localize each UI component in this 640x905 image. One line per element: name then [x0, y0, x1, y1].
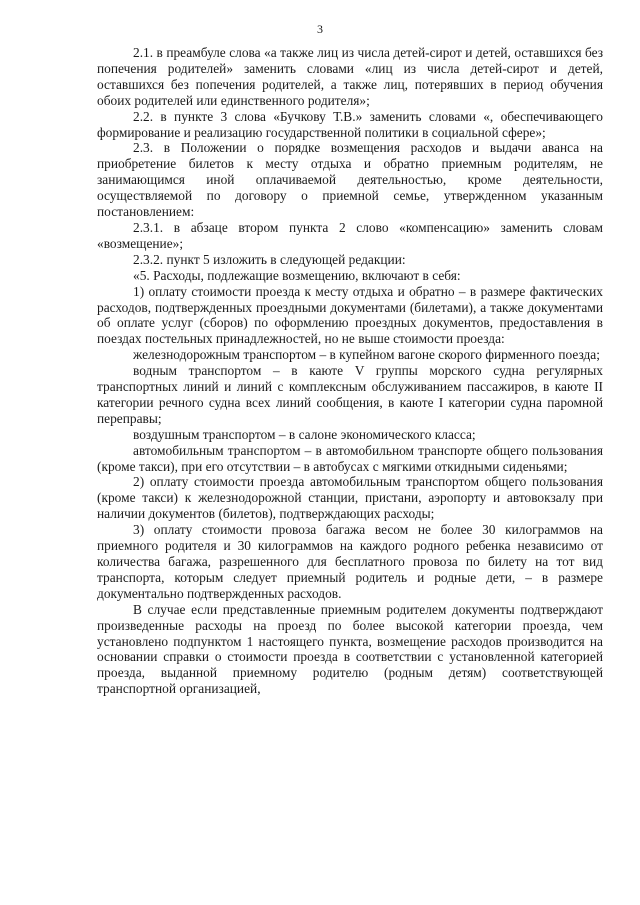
- paragraph-2-3: 2.3. в Положении о порядке возмещения расходов и выдачи аванса на приобретение билетов к месту отдыха и обратно приемным родителям, не занимающимся иной оплачиваемой деятельностью, кроме деятельности, осуществляемой по договору о приемной семье, утвержденном указанным постановлением:: [97, 140, 603, 220]
- paragraph-air: воздушным транспортом – в салоне экономического класса;: [133, 426, 476, 442]
- paragraph-2-3-2: 2.3.2. пункт 5 изложить в следующей редакции:: [133, 251, 406, 267]
- paragraph-subitem-1: 1) оплату стоимости проезда к месту отдыха и обратно – в размере фактических расходов, подтвержденных проездными документами (билетами), а также документами об оплате услуг (сборов) по оформлению проездных документов, предоставления в поездах постельных принадлежностей, но не выше стоимости проезда:: [97, 283, 603, 347]
- paragraph-higher-category: В случае если представленные приемным родителем документы подтверждают произведенные расходы на проезд по более высокой категории проезда, чем установлено подпунктом 1 настоящего пункта, возмещение расходов производится на основании справки о стоимости проезда в соответствии с установленной категорией проезда, выданной приемному родителю (родным детям) соответствующей транспортной организацией,: [97, 601, 603, 697]
- paragraph-item-5-heading: «5. Расходы, подлежащие возмещению, включают в себя:: [133, 267, 461, 283]
- paragraph-2-1: 2.1. в преамбуле слова «а также лиц из числа детей-сирот и детей, оставшихся без попечения родителей» заменить словами «лиц из числа детей-сирот и детей, оставшихся без попечения родителей, а также лиц, потерявших в период обучения обоих родителей или единственного родителя»;: [97, 45, 603, 108]
- paragraph-railway: железнодорожным транспортом – в купейном вагоне скорого фирменного поезда;: [133, 347, 600, 363]
- document-body: [97, 45, 603, 697]
- paragraph-road: автомобильным транспортом – в автомобильном транспорте общего пользования (кроме такси), при его отсутствии – в автобусах с мягкими откидными сиденьями;: [97, 442, 603, 474]
- page-number: 3: [317, 22, 323, 36]
- paragraph-water: водным транспортом – в каюте V группы морского судна регулярных транспортных линий и линий с комплексным обслуживанием пассажиров, в каюте II категории речного судна всех линий сообщения, в каюте I категории судна паромной переправы;: [97, 363, 603, 426]
- paragraph-2-3-1: 2.3.1. в абзаце втором пункта 2 слово «компенсацию» заменить словам «возмещение»;: [97, 219, 603, 251]
- paragraph-subitem-2: 2) оплату стоимости проезда автомобильным транспортом общего пользования (кроме такси) к железнодорожной станции, пристани, аэропорту и автовокзалу при наличии документов (билетов), подтверждающих расходы;: [97, 474, 603, 522]
- paragraph-2-2: 2.2. в пункте 3 слова «Бучкову Т.В.» заменить словами «, обеспечивающего формирование и реализацию государственной политики в социальной сфере»;: [97, 108, 603, 140]
- paragraph-subitem-3: 3) оплату стоимости провоза багажа весом не более 30 килограммов на приемного родителя и 30 килограммов на каждого родного ребенка независимо от количества багажа, разрешенного для бесплатного провоза по билету на тот вид транспорта, которым следует приемный родитель и родные дети, – в размере документально подтвержденных расходов.: [97, 522, 603, 601]
